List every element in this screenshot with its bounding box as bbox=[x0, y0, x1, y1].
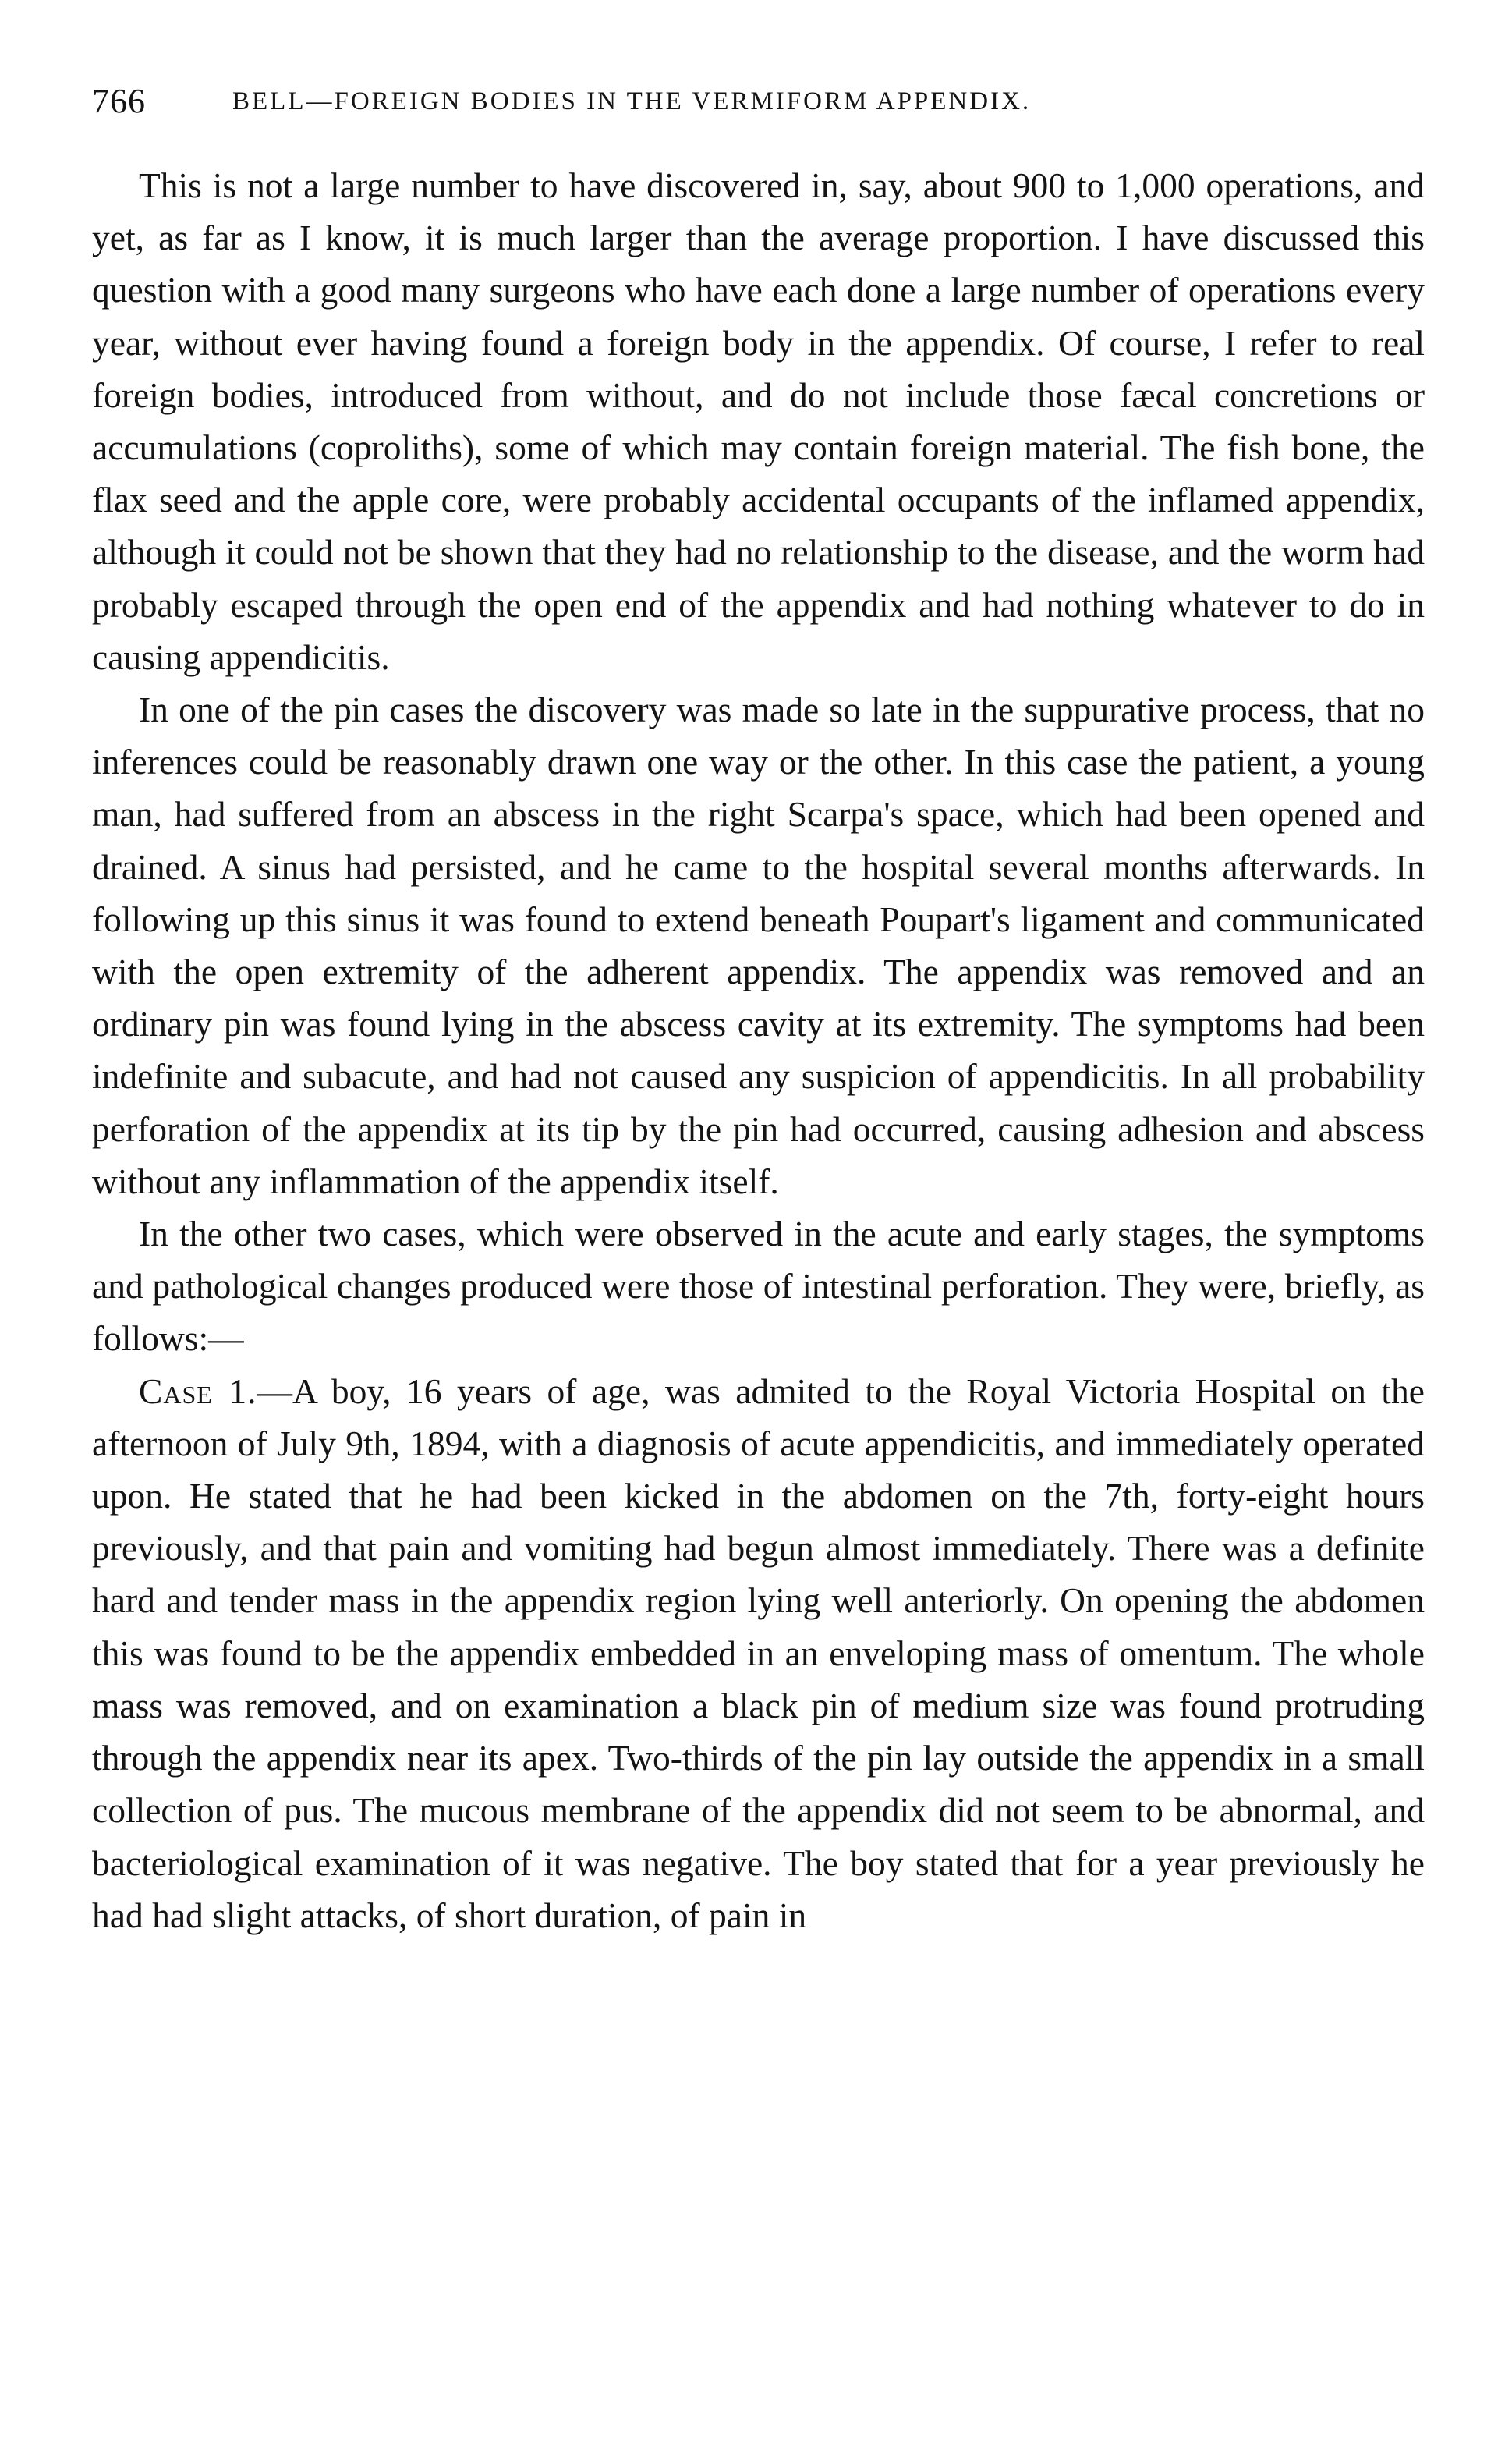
running-title: BELL—FOREIGN BODIES IN THE VERMIFORM APPENDIX. bbox=[232, 87, 1032, 115]
paragraph-acute-cases-intro: In the other two cases, which were observed in the acute and early stages, the symptoms and pathological changes produced were those of intestinal perforation. They were, briefly, as follows:— bbox=[92, 1214, 1425, 1359]
page-number: 766 bbox=[92, 82, 146, 120]
paragraph-case-1 bbox=[92, 1365, 1425, 1941]
paragraph-pin-case-abscess: In one of the pin cases the discovery was made so late in the suppurative process, that no inferences could be reasonably drawn one way or the other. In this case the patient, a young man, had suffered from an abscess in the right Scarpa's space, which had been opened and drained. A sinus had persisted, and he came to the hospital several months afterwards. In following up this sinus it was found to extend beneath Poupart's ligament and communicated with the open extremity of the adherent appendix. The appendix was removed and an ordinary pin was found lying in the abscess cavity at its extremity. The symptoms had been indefinite and subacute, and had not caused any suspicion of appendicitis. In all probability perforation of the appendix at its tip by the pin had occurred, causing adhesion and abscess without any inflammation of the appendix itself. bbox=[92, 690, 1425, 1201]
case-label: Case 1. bbox=[139, 1370, 257, 1411]
case-1-text: —A boy, 16 years of age, was admited to the Royal Victoria Hospital on the afternoon of July 9th, 1894, with a diagnosis of acute appendicitis, and immediately operated upon. He stated that he had been kicked in the abdomen on the 7th, forty-eight hours previously, and that pain and vomiting had begun almost immediately. There was a definite hard and tender mass in the appendix region lying well anteriorly. On opening the abdomen this was found to be the appendix embedded in an enveloping mass of omentum. The whole mass was removed, and on examination a black pin of medium size was found protruding through the appendix near its apex. Two-thirds of the pin lay outside the appendix in a small collection of pus. The mucous membrane of the appendix did not seem to be abnormal, and bacteriological examination of it was negative. The boy stated that for a year previously he had had slight attacks, of short duration, of pain in bbox=[92, 1370, 1425, 1935]
paragraph-foreign-body-frequency: This is not a large number to have discovered in, say, about 900 to 1,000 operations, and yet, as far as I know, it is much larger than the average proportion. I have discussed this question with a good many surgeons who have each done a large number of operations every year, without ever having found a foreign body in the appendix. Of course, I refer to real foreign bodies, introduced from without, and do not include those fæcal concretions or accumulations (coproliths), some of which may contain foreign material. The fish bone, the flax seed and the apple core, were probably accidental occupants of the inflamed appendix, although it could not be shown that they had no relationship to the disease, and the worm had probably escaped through the open end of the appendix and had nothing whatever to do in causing appendicitis. bbox=[92, 165, 1425, 677]
body-text bbox=[92, 159, 1425, 1941]
running-head bbox=[92, 75, 1425, 137]
